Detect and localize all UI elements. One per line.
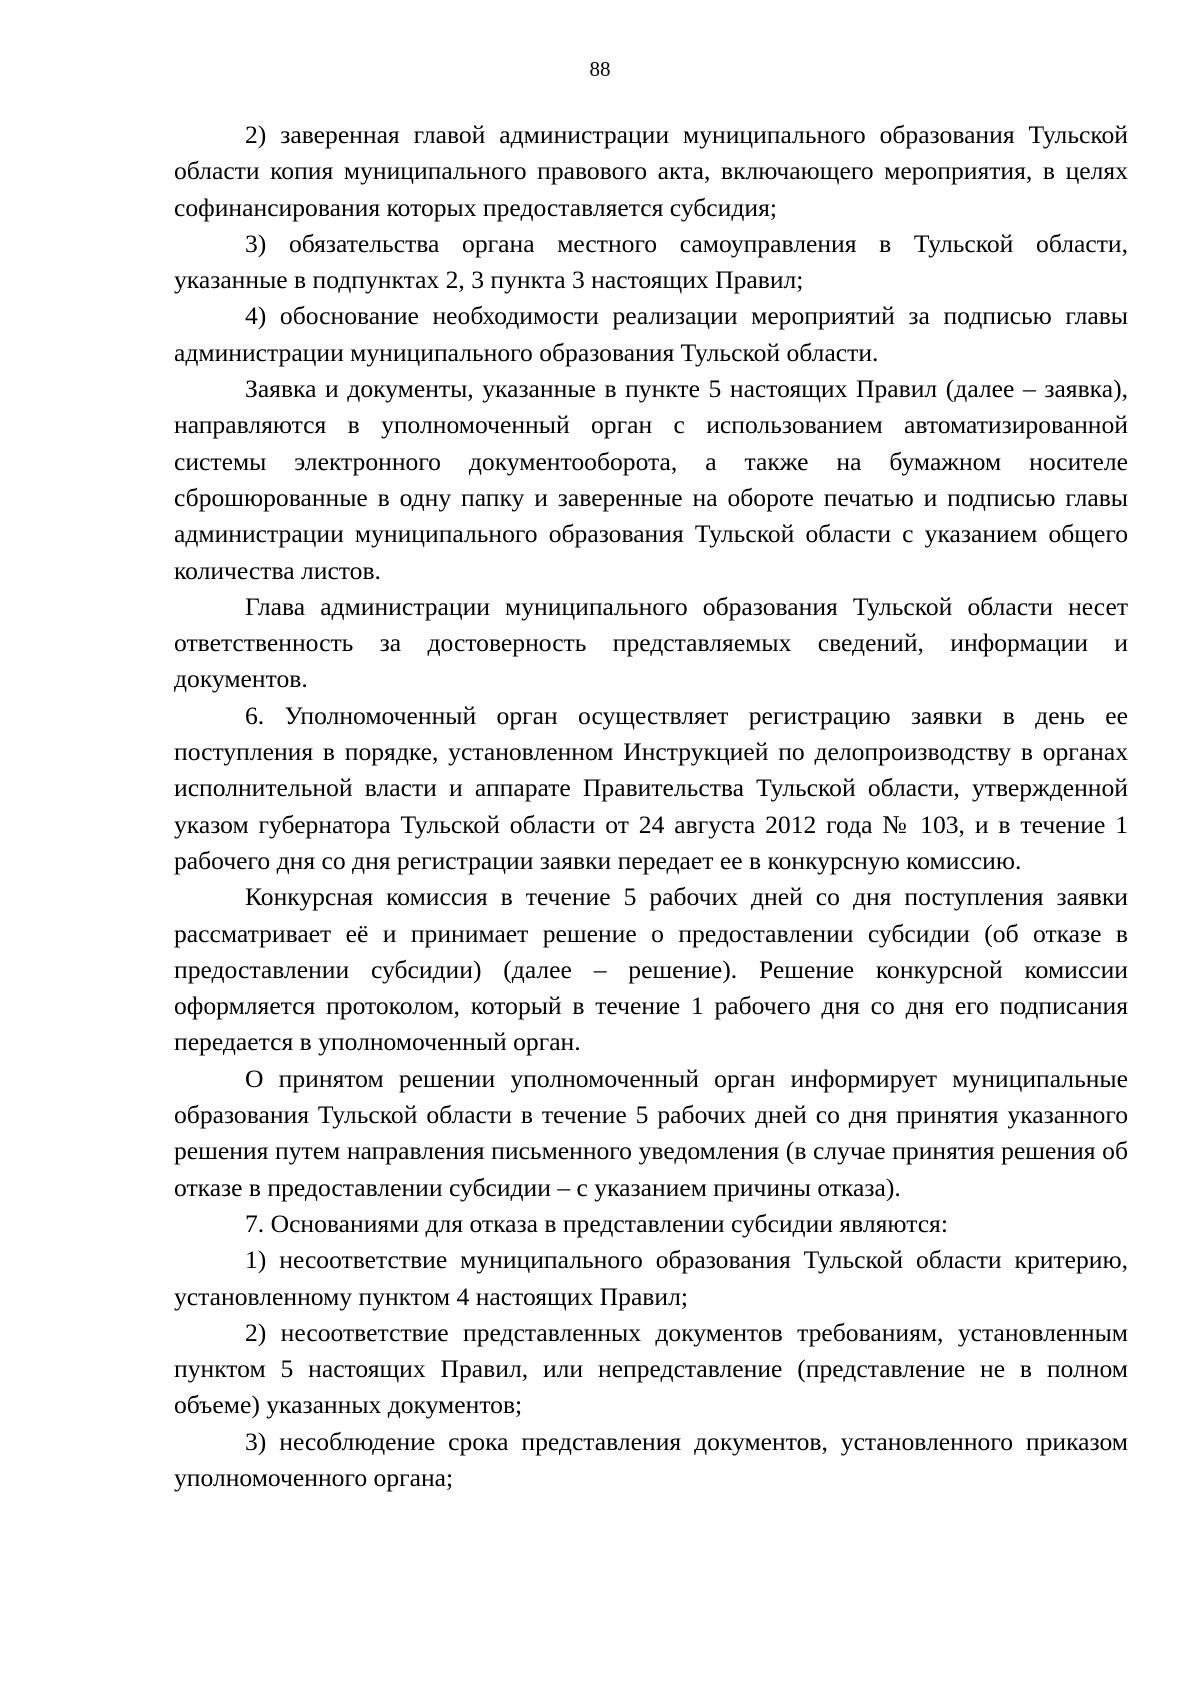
paragraph-item-4-justification: 4) обоснование необходимости реализации мероприятий за подписью главы администрации муниципального образования Тульской области. bbox=[174, 301, 1128, 367]
paragraph-item-2-certified-copy: 2) заверенная главой администрации муниципального образования Тульской области копия муниципального правового акта, включающего мероприятия, в целях софинансирования которых предоставляется субсидия; bbox=[174, 120, 1128, 222]
paragraph-section-6-registration: 6. Уполномоченный орган осуществляет регистрацию заявки в день ее поступления в порядке, установленном Инструкцией по делопроизводству в органах исполнительной власти и аппарате Правительства Тульской области, утвержденной указом губернатора Тульской области от 24 августа 2012 года № 103, и в течение 1 рабочего дня со дня регистрации заявки передает ее в конкурсную комиссию. bbox=[174, 700, 1128, 875]
paragraph-decision-notification: О принятом решении уполномоченный орган информирует муниципальные образования Тульской области в течение 5 рабочих дней со дня принятия указанного решения путем направления письменного уведомления (в случае принятия решения об отказе в предоставлении субсидии – с указанием причины отказа). bbox=[174, 1063, 1128, 1202]
paragraph-section-7-refusal-grounds: 7. Основаниями для отказа в представлении субсидии являются: bbox=[245, 1208, 948, 1238]
paragraph-item-3-obligations: 3) обязательства органа местного самоуправления в Тульской области, указанные в подпунктах 2, 3 пункта 3 настоящих Правил; bbox=[174, 228, 1128, 295]
page-number: 88 bbox=[589, 57, 611, 81]
document-body bbox=[174, 117, 1128, 1496]
paragraph-refusal-ground-1: 1) несоответствие муниципального образования Тульской области критерию, установленному пунктом 4 настоящих Правил; bbox=[174, 1245, 1128, 1311]
paragraph-refusal-ground-3: 3) несоблюдение срока представления документов, установленного приказом уполномоченного органа; bbox=[174, 1426, 1128, 1492]
paragraph-refusal-ground-2: 2) несоответствие представленных документов требованиям, установленным пунктом 5 настоящих Правил, или непредставление (представление не в полном объеме) указанных документов; bbox=[174, 1317, 1128, 1420]
paragraph-commission-decision: Конкурсная комиссия в течение 5 рабочих дней со дня поступления заявки рассматривает её и принимает решение о предоставлении субсидии (об отказе в предоставлении субсидии) (далее – решение). Решение конкурсной комиссии оформляется протоколом, который в течение 1 рабочего дня со дня его подписания передается в уполномоченный орган. bbox=[174, 882, 1128, 1057]
paragraph-application-submission: Заявка и документы, указанные в пункте 5 настоящих Правил (далее – заявка), направляются в уполномоченный орган с использованием автоматизированной системы электронного документооборота, а также на бумажном носителе сброшюрованные в одну папку и заверенные на обороте печатью и подписью главы администрации муниципального образования Тульской области с указанием общего количества листов. bbox=[174, 374, 1128, 585]
paragraph-head-responsibility: Глава администрации муниципального образования Тульской области несет ответственность за достоверность представляемых сведений, информации и документов. bbox=[174, 591, 1128, 694]
